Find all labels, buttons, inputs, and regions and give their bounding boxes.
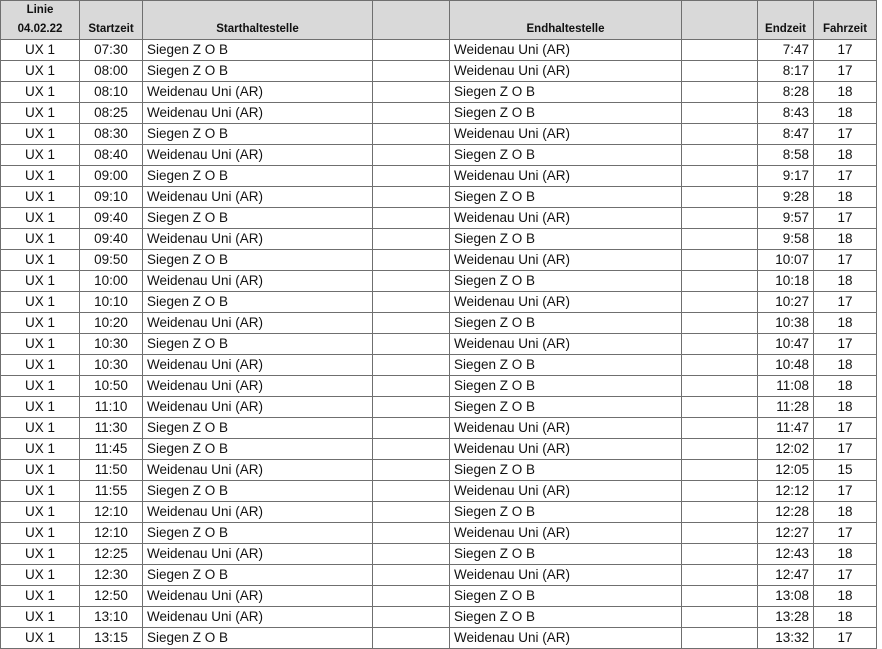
cell-starthaltestelle: Siegen Z O B	[143, 61, 373, 82]
cell-blank	[373, 292, 450, 313]
cell-linie: UX 1	[1, 292, 80, 313]
cell-blank	[373, 271, 450, 292]
cell-linie: UX 1	[1, 103, 80, 124]
cell-blank	[682, 250, 758, 271]
cell-fahrzeit: 17	[814, 166, 877, 187]
table-row	[1, 397, 877, 418]
table-row	[1, 334, 877, 355]
cell-endzeit: 11:08	[758, 376, 814, 397]
header-blank	[450, 1, 682, 21]
cell-linie: UX 1	[1, 523, 80, 544]
cell-blank	[373, 103, 450, 124]
cell-endhaltestelle: Weidenau Uni (AR)	[450, 61, 682, 82]
table-row	[1, 502, 877, 523]
cell-linie: UX 1	[1, 40, 80, 61]
cell-blank	[373, 544, 450, 565]
cell-linie: UX 1	[1, 481, 80, 502]
table-row	[1, 40, 877, 61]
cell-linie: UX 1	[1, 607, 80, 628]
cell-endzeit: 8:28	[758, 82, 814, 103]
cell-endhaltestelle: Weidenau Uni (AR)	[450, 292, 682, 313]
cell-startzeit: 10:00	[80, 271, 143, 292]
cell-blank	[682, 124, 758, 145]
header-blank	[814, 1, 877, 21]
cell-blank	[373, 439, 450, 460]
header-row-top	[1, 1, 877, 21]
cell-endhaltestelle: Siegen Z O B	[450, 376, 682, 397]
table-row	[1, 250, 877, 271]
timetable-body	[1, 40, 877, 649]
cell-blank	[373, 124, 450, 145]
cell-fahrzeit: 17	[814, 292, 877, 313]
cell-endzeit: 12:02	[758, 439, 814, 460]
cell-endzeit: 7:47	[758, 40, 814, 61]
header-blank	[373, 1, 450, 21]
cell-endzeit: 12:05	[758, 460, 814, 481]
cell-endzeit: 13:32	[758, 628, 814, 649]
cell-endzeit: 9:57	[758, 208, 814, 229]
cell-fahrzeit: 17	[814, 334, 877, 355]
cell-blank	[682, 103, 758, 124]
cell-endzeit: 10:48	[758, 355, 814, 376]
cell-starthaltestelle: Weidenau Uni (AR)	[143, 460, 373, 481]
cell-blank	[373, 61, 450, 82]
header-fahrzeit: Fahrzeit	[814, 20, 877, 40]
cell-fahrzeit: 18	[814, 586, 877, 607]
cell-startzeit: 13:15	[80, 628, 143, 649]
cell-linie: UX 1	[1, 166, 80, 187]
cell-endhaltestelle: Siegen Z O B	[450, 229, 682, 250]
cell-starthaltestelle: Weidenau Uni (AR)	[143, 502, 373, 523]
cell-endhaltestelle: Weidenau Uni (AR)	[450, 208, 682, 229]
cell-blank	[373, 82, 450, 103]
cell-linie: UX 1	[1, 145, 80, 166]
cell-endzeit: 10:07	[758, 250, 814, 271]
cell-fahrzeit: 17	[814, 124, 877, 145]
cell-fahrzeit: 18	[814, 355, 877, 376]
cell-blank	[373, 166, 450, 187]
cell-starthaltestelle: Weidenau Uni (AR)	[143, 229, 373, 250]
cell-endhaltestelle: Weidenau Uni (AR)	[450, 481, 682, 502]
cell-blank	[373, 208, 450, 229]
cell-fahrzeit: 18	[814, 271, 877, 292]
cell-blank	[373, 376, 450, 397]
cell-linie: UX 1	[1, 544, 80, 565]
cell-startzeit: 12:10	[80, 502, 143, 523]
cell-starthaltestelle: Weidenau Uni (AR)	[143, 397, 373, 418]
table-row	[1, 376, 877, 397]
cell-endhaltestelle: Weidenau Uni (AR)	[450, 523, 682, 544]
cell-fahrzeit: 18	[814, 313, 877, 334]
cell-startzeit: 12:50	[80, 586, 143, 607]
cell-endzeit: 8:58	[758, 145, 814, 166]
cell-blank	[373, 460, 450, 481]
cell-linie: UX 1	[1, 61, 80, 82]
cell-endzeit: 8:17	[758, 61, 814, 82]
table-row	[1, 439, 877, 460]
cell-starthaltestelle: Siegen Z O B	[143, 418, 373, 439]
cell-fahrzeit: 17	[814, 565, 877, 586]
cell-startzeit: 08:10	[80, 82, 143, 103]
cell-starthaltestelle: Siegen Z O B	[143, 628, 373, 649]
header-endzeit: Endzeit	[758, 20, 814, 40]
header-endhaltestelle: Endhaltestelle	[450, 20, 682, 40]
table-row	[1, 586, 877, 607]
cell-blank	[373, 145, 450, 166]
cell-fahrzeit: 18	[814, 145, 877, 166]
cell-linie: UX 1	[1, 229, 80, 250]
cell-linie: UX 1	[1, 502, 80, 523]
header-blank	[758, 1, 814, 21]
cell-blank	[682, 271, 758, 292]
table-row	[1, 628, 877, 649]
cell-starthaltestelle: Weidenau Uni (AR)	[143, 355, 373, 376]
cell-startzeit: 10:10	[80, 292, 143, 313]
cell-blank	[373, 607, 450, 628]
cell-endzeit: 10:27	[758, 292, 814, 313]
cell-fahrzeit: 17	[814, 208, 877, 229]
cell-blank	[373, 502, 450, 523]
cell-blank	[373, 481, 450, 502]
cell-endhaltestelle: Siegen Z O B	[450, 397, 682, 418]
cell-fahrzeit: 18	[814, 187, 877, 208]
table-row	[1, 565, 877, 586]
cell-blank	[682, 313, 758, 334]
cell-endhaltestelle: Weidenau Uni (AR)	[450, 124, 682, 145]
header-startzeit: Startzeit	[80, 20, 143, 40]
table-row	[1, 460, 877, 481]
cell-startzeit: 11:10	[80, 397, 143, 418]
cell-blank	[373, 523, 450, 544]
cell-blank	[373, 250, 450, 271]
cell-startzeit: 11:55	[80, 481, 143, 502]
table-row	[1, 607, 877, 628]
cell-startzeit: 10:20	[80, 313, 143, 334]
cell-blank	[373, 40, 450, 61]
cell-blank	[682, 544, 758, 565]
cell-startzeit: 11:45	[80, 439, 143, 460]
cell-endhaltestelle: Siegen Z O B	[450, 187, 682, 208]
table-row	[1, 481, 877, 502]
cell-fahrzeit: 18	[814, 376, 877, 397]
cell-endhaltestelle: Siegen Z O B	[450, 544, 682, 565]
cell-blank	[682, 586, 758, 607]
cell-blank	[682, 439, 758, 460]
cell-linie: UX 1	[1, 334, 80, 355]
table-row	[1, 313, 877, 334]
cell-starthaltestelle: Weidenau Uni (AR)	[143, 586, 373, 607]
cell-fahrzeit: 18	[814, 607, 877, 628]
cell-endzeit: 9:28	[758, 187, 814, 208]
cell-endzeit: 10:18	[758, 271, 814, 292]
cell-starthaltestelle: Weidenau Uni (AR)	[143, 607, 373, 628]
cell-linie: UX 1	[1, 628, 80, 649]
cell-blank	[682, 229, 758, 250]
cell-endhaltestelle: Weidenau Uni (AR)	[450, 418, 682, 439]
table-row	[1, 355, 877, 376]
cell-blank	[682, 460, 758, 481]
header-blank	[682, 20, 758, 40]
cell-starthaltestelle: Weidenau Uni (AR)	[143, 544, 373, 565]
cell-starthaltestelle: Siegen Z O B	[143, 439, 373, 460]
cell-startzeit: 08:40	[80, 145, 143, 166]
cell-startzeit: 09:50	[80, 250, 143, 271]
cell-endzeit: 9:58	[758, 229, 814, 250]
cell-endhaltestelle: Weidenau Uni (AR)	[450, 565, 682, 586]
cell-starthaltestelle: Siegen Z O B	[143, 292, 373, 313]
cell-blank	[682, 376, 758, 397]
table-row	[1, 208, 877, 229]
cell-endzeit: 11:28	[758, 397, 814, 418]
cell-linie: UX 1	[1, 187, 80, 208]
cell-starthaltestelle: Weidenau Uni (AR)	[143, 103, 373, 124]
cell-linie: UX 1	[1, 313, 80, 334]
cell-blank	[682, 292, 758, 313]
cell-starthaltestelle: Weidenau Uni (AR)	[143, 145, 373, 166]
cell-endhaltestelle: Siegen Z O B	[450, 145, 682, 166]
cell-starthaltestelle: Weidenau Uni (AR)	[143, 376, 373, 397]
cell-starthaltestelle: Siegen Z O B	[143, 250, 373, 271]
cell-blank	[373, 397, 450, 418]
cell-endzeit: 12:27	[758, 523, 814, 544]
cell-blank	[682, 166, 758, 187]
cell-starthaltestelle: Siegen Z O B	[143, 166, 373, 187]
table-row	[1, 418, 877, 439]
cell-blank	[373, 418, 450, 439]
cell-linie: UX 1	[1, 439, 80, 460]
cell-blank	[373, 313, 450, 334]
cell-endhaltestelle: Weidenau Uni (AR)	[450, 439, 682, 460]
cell-linie: UX 1	[1, 124, 80, 145]
cell-blank	[373, 565, 450, 586]
cell-blank	[682, 208, 758, 229]
cell-startzeit: 11:50	[80, 460, 143, 481]
cell-blank	[682, 82, 758, 103]
cell-endzeit: 10:47	[758, 334, 814, 355]
cell-fahrzeit: 18	[814, 103, 877, 124]
cell-fahrzeit: 18	[814, 544, 877, 565]
cell-endhaltestelle: Siegen Z O B	[450, 82, 682, 103]
cell-endzeit: 8:47	[758, 124, 814, 145]
table-row	[1, 166, 877, 187]
cell-startzeit: 11:30	[80, 418, 143, 439]
header-date: 04.02.22	[1, 20, 80, 40]
table-row	[1, 544, 877, 565]
cell-endzeit: 13:28	[758, 607, 814, 628]
cell-starthaltestelle: Siegen Z O B	[143, 481, 373, 502]
cell-startzeit: 10:50	[80, 376, 143, 397]
cell-starthaltestelle: Weidenau Uni (AR)	[143, 313, 373, 334]
cell-linie: UX 1	[1, 460, 80, 481]
cell-blank	[682, 61, 758, 82]
cell-fahrzeit: 17	[814, 481, 877, 502]
cell-blank	[682, 628, 758, 649]
cell-starthaltestelle: Weidenau Uni (AR)	[143, 82, 373, 103]
cell-endzeit: 12:12	[758, 481, 814, 502]
cell-startzeit: 12:25	[80, 544, 143, 565]
table-row	[1, 187, 877, 208]
cell-linie: UX 1	[1, 271, 80, 292]
cell-endzeit: 12:47	[758, 565, 814, 586]
header-blank	[143, 1, 373, 21]
header-blank	[373, 20, 450, 40]
cell-fahrzeit: 17	[814, 40, 877, 61]
cell-startzeit: 08:25	[80, 103, 143, 124]
cell-linie: UX 1	[1, 250, 80, 271]
cell-linie: UX 1	[1, 418, 80, 439]
table-row	[1, 292, 877, 313]
cell-blank	[682, 40, 758, 61]
cell-blank	[682, 355, 758, 376]
header-blank	[80, 1, 143, 21]
cell-endhaltestelle: Weidenau Uni (AR)	[450, 334, 682, 355]
cell-endzeit: 8:43	[758, 103, 814, 124]
cell-blank	[682, 418, 758, 439]
cell-blank	[682, 565, 758, 586]
cell-starthaltestelle: Siegen Z O B	[143, 565, 373, 586]
cell-startzeit: 12:30	[80, 565, 143, 586]
cell-starthaltestelle: Weidenau Uni (AR)	[143, 271, 373, 292]
cell-fahrzeit: 18	[814, 229, 877, 250]
cell-blank	[682, 481, 758, 502]
cell-starthaltestelle: Siegen Z O B	[143, 523, 373, 544]
cell-endhaltestelle: Weidenau Uni (AR)	[450, 250, 682, 271]
cell-linie: UX 1	[1, 355, 80, 376]
cell-linie: UX 1	[1, 586, 80, 607]
cell-endzeit: 10:38	[758, 313, 814, 334]
table-row	[1, 82, 877, 103]
cell-blank	[373, 628, 450, 649]
cell-linie: UX 1	[1, 82, 80, 103]
cell-startzeit: 09:10	[80, 187, 143, 208]
cell-blank	[373, 187, 450, 208]
cell-linie: UX 1	[1, 565, 80, 586]
cell-blank	[682, 502, 758, 523]
cell-endhaltestelle: Weidenau Uni (AR)	[450, 40, 682, 61]
header-starthaltestelle: Starthaltestelle	[143, 20, 373, 40]
cell-startzeit: 08:00	[80, 61, 143, 82]
cell-endzeit: 11:47	[758, 418, 814, 439]
cell-blank	[373, 334, 450, 355]
cell-starthaltestelle: Siegen Z O B	[143, 124, 373, 145]
cell-endhaltestelle: Siegen Z O B	[450, 103, 682, 124]
cell-fahrzeit: 18	[814, 82, 877, 103]
cell-blank	[682, 187, 758, 208]
cell-startzeit: 07:30	[80, 40, 143, 61]
cell-endzeit: 12:28	[758, 502, 814, 523]
cell-starthaltestelle: Siegen Z O B	[143, 334, 373, 355]
cell-starthaltestelle: Siegen Z O B	[143, 208, 373, 229]
cell-blank	[682, 523, 758, 544]
cell-fahrzeit: 17	[814, 439, 877, 460]
header-linie: Linie	[1, 1, 80, 21]
cell-starthaltestelle: Weidenau Uni (AR)	[143, 187, 373, 208]
cell-startzeit: 09:00	[80, 166, 143, 187]
cell-blank	[682, 334, 758, 355]
cell-startzeit: 13:10	[80, 607, 143, 628]
table-row	[1, 523, 877, 544]
cell-endhaltestelle: Weidenau Uni (AR)	[450, 628, 682, 649]
cell-endhaltestelle: Siegen Z O B	[450, 586, 682, 607]
table-row	[1, 145, 877, 166]
cell-startzeit: 09:40	[80, 229, 143, 250]
cell-fahrzeit: 17	[814, 628, 877, 649]
cell-endhaltestelle: Siegen Z O B	[450, 313, 682, 334]
table-row	[1, 229, 877, 250]
cell-blank	[682, 145, 758, 166]
cell-endhaltestelle: Siegen Z O B	[450, 502, 682, 523]
table-row	[1, 103, 877, 124]
cell-linie: UX 1	[1, 376, 80, 397]
cell-fahrzeit: 18	[814, 502, 877, 523]
cell-endhaltestelle: Weidenau Uni (AR)	[450, 166, 682, 187]
cell-fahrzeit: 17	[814, 418, 877, 439]
header-row	[1, 20, 877, 40]
cell-endhaltestelle: Siegen Z O B	[450, 355, 682, 376]
cell-startzeit: 12:10	[80, 523, 143, 544]
cell-fahrzeit: 17	[814, 61, 877, 82]
cell-endzeit: 13:08	[758, 586, 814, 607]
cell-fahrzeit: 18	[814, 397, 877, 418]
table-row	[1, 271, 877, 292]
cell-endhaltestelle: Siegen Z O B	[450, 607, 682, 628]
table-row	[1, 124, 877, 145]
cell-fahrzeit: 17	[814, 250, 877, 271]
cell-blank	[373, 229, 450, 250]
table-row	[1, 61, 877, 82]
cell-startzeit: 10:30	[80, 355, 143, 376]
cell-endhaltestelle: Siegen Z O B	[450, 460, 682, 481]
cell-blank	[373, 586, 450, 607]
cell-linie: UX 1	[1, 397, 80, 418]
cell-startzeit: 08:30	[80, 124, 143, 145]
header-blank	[682, 1, 758, 21]
cell-startzeit: 09:40	[80, 208, 143, 229]
cell-blank	[682, 397, 758, 418]
cell-blank	[682, 607, 758, 628]
cell-blank	[373, 355, 450, 376]
cell-endhaltestelle: Siegen Z O B	[450, 271, 682, 292]
cell-linie: UX 1	[1, 208, 80, 229]
cell-endzeit: 12:43	[758, 544, 814, 565]
cell-starthaltestelle: Siegen Z O B	[143, 40, 373, 61]
cell-fahrzeit: 17	[814, 523, 877, 544]
cell-fahrzeit: 15	[814, 460, 877, 481]
cell-startzeit: 10:30	[80, 334, 143, 355]
cell-endzeit: 9:17	[758, 166, 814, 187]
